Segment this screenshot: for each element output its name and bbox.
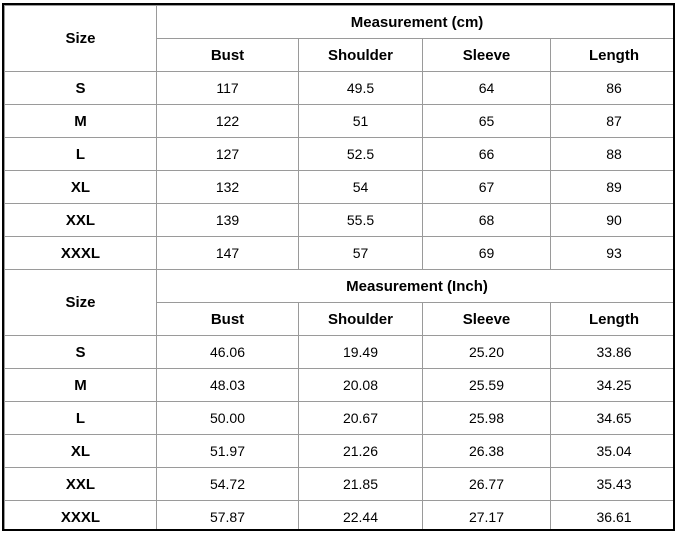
size-label: XL <box>5 435 157 468</box>
bust-value: 48.03 <box>157 369 299 402</box>
length-value: 88 <box>551 138 676 171</box>
sleeve-value: 67 <box>423 171 551 204</box>
bust-value: 57.87 <box>157 501 299 532</box>
shoulder-value: 21.85 <box>299 468 423 501</box>
table-row <box>5 237 676 270</box>
inch-col-sleeve: Sleeve <box>423 303 551 336</box>
cm-size-header: Size <box>5 6 157 72</box>
sleeve-value: 65 <box>423 105 551 138</box>
shoulder-value: 57 <box>299 237 423 270</box>
table-row <box>5 138 676 171</box>
size-label: L <box>5 138 157 171</box>
sleeve-value: 26.77 <box>423 468 551 501</box>
size-chart <box>2 3 675 531</box>
table-row <box>5 501 676 532</box>
bust-value: 127 <box>157 138 299 171</box>
inch-col-length: Length <box>551 303 676 336</box>
shoulder-value: 19.49 <box>299 336 423 369</box>
table-row <box>5 468 676 501</box>
shoulder-value: 51 <box>299 105 423 138</box>
sleeve-value: 26.38 <box>423 435 551 468</box>
bust-value: 46.06 <box>157 336 299 369</box>
shoulder-value: 22.44 <box>299 501 423 532</box>
cm-col-bust: Bust <box>157 39 299 72</box>
cm-col-sleeve: Sleeve <box>423 39 551 72</box>
size-label: S <box>5 72 157 105</box>
length-value: 35.04 <box>551 435 676 468</box>
sleeve-value: 27.17 <box>423 501 551 532</box>
cm-col-length: Length <box>551 39 676 72</box>
length-value: 36.61 <box>551 501 676 532</box>
table-row <box>5 402 676 435</box>
length-value: 34.25 <box>551 369 676 402</box>
shoulder-value: 20.67 <box>299 402 423 435</box>
bust-value: 50.00 <box>157 402 299 435</box>
sleeve-value: 25.59 <box>423 369 551 402</box>
sleeve-value: 66 <box>423 138 551 171</box>
table-row <box>5 336 676 369</box>
inch-section <box>5 270 676 532</box>
cm-group-header-row <box>5 6 676 39</box>
sleeve-value: 69 <box>423 237 551 270</box>
sleeve-value: 64 <box>423 72 551 105</box>
length-value: 87 <box>551 105 676 138</box>
bust-value: 117 <box>157 72 299 105</box>
cm-measurement-title: Measurement (cm) <box>157 6 676 39</box>
size-label: XXXL <box>5 501 157 532</box>
size-label: XXL <box>5 468 157 501</box>
size-label: XL <box>5 171 157 204</box>
length-value: 33.86 <box>551 336 676 369</box>
shoulder-value: 55.5 <box>299 204 423 237</box>
shoulder-value: 54 <box>299 171 423 204</box>
bust-value: 54.72 <box>157 468 299 501</box>
bust-value: 139 <box>157 204 299 237</box>
shoulder-value: 20.08 <box>299 369 423 402</box>
length-value: 86 <box>551 72 676 105</box>
table-row <box>5 369 676 402</box>
inch-group-header-row <box>5 270 676 303</box>
sleeve-value: 68 <box>423 204 551 237</box>
inch-size-header: Size <box>5 270 157 336</box>
size-label: M <box>5 369 157 402</box>
size-label: XXXL <box>5 237 157 270</box>
shoulder-value: 21.26 <box>299 435 423 468</box>
shoulder-value: 49.5 <box>299 72 423 105</box>
sleeve-value: 25.20 <box>423 336 551 369</box>
size-label: XXL <box>5 204 157 237</box>
bust-value: 147 <box>157 237 299 270</box>
size-label: M <box>5 105 157 138</box>
cm-col-shoulder: Shoulder <box>299 39 423 72</box>
table-row <box>5 72 676 105</box>
length-value: 90 <box>551 204 676 237</box>
table-row <box>5 105 676 138</box>
size-label: S <box>5 336 157 369</box>
size-label: L <box>5 402 157 435</box>
bust-value: 122 <box>157 105 299 138</box>
size-chart-table <box>4 5 675 531</box>
inch-col-shoulder: Shoulder <box>299 303 423 336</box>
table-row <box>5 171 676 204</box>
length-value: 34.65 <box>551 402 676 435</box>
shoulder-value: 52.5 <box>299 138 423 171</box>
length-value: 35.43 <box>551 468 676 501</box>
inch-col-bust: Bust <box>157 303 299 336</box>
inch-measurement-title: Measurement (Inch) <box>157 270 676 303</box>
bust-value: 132 <box>157 171 299 204</box>
cm-section <box>5 6 676 270</box>
bust-value: 51.97 <box>157 435 299 468</box>
length-value: 89 <box>551 171 676 204</box>
table-row <box>5 204 676 237</box>
table-row <box>5 435 676 468</box>
sleeve-value: 25.98 <box>423 402 551 435</box>
length-value: 93 <box>551 237 676 270</box>
